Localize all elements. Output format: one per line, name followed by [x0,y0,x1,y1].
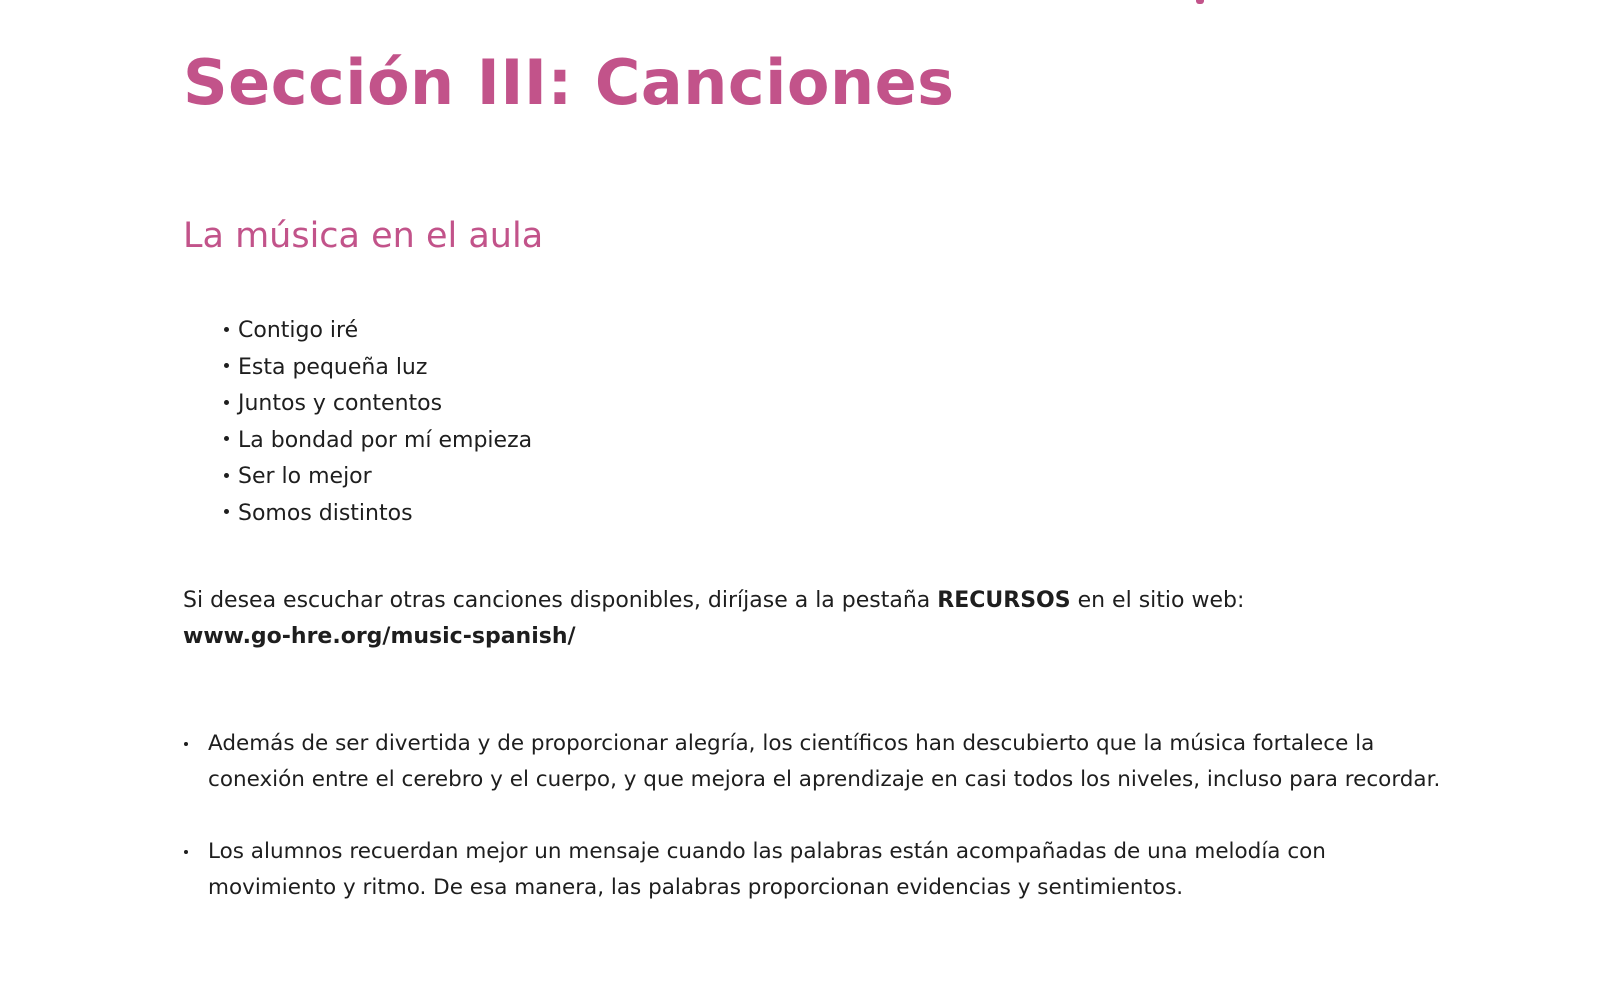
song-item [224,318,532,355]
info-bullet-item [183,834,1443,906]
song-title: Esta pequeña luz [238,354,428,380]
cropped-heading-fragment [1196,0,1204,4]
resources-paragraph [183,583,1244,655]
info-bullet-list [183,726,1443,906]
section-subtitle: La música en el aula [183,216,544,256]
info-bullet-item [183,726,1443,798]
info-bullet-text: Los alumnos recuerdan mejor un mensaje cuando las palabras están acompañadas de una melodía con movimiento y ritmo. De esa manera, las palabras proporcionan evidencias y sentimientos. [208,839,1326,900]
song-title: Juntos y contentos [238,391,443,417]
resources-tab-name: RECURSOS [937,588,1071,613]
info-bullet-text: Además de ser divertida y de proporcionar alegría, los científicos han descubierto que la música fortalece la conexión entre el cerebro y el cuerpo, y que mejora el aprendizaje en casi todos los niveles, incluso para recordar. [208,731,1441,792]
bullet-icon [224,509,229,514]
resources-text-before: Si desea escuchar otras canciones disponibles, diríjase a la pestaña [183,588,938,613]
bullet-icon [224,400,229,405]
song-list [224,318,532,538]
bullet-icon [184,742,188,746]
song-item [224,428,532,465]
song-title: La bondad por mí empieza [238,427,533,453]
resources-text-after: en el sitio web: [1070,588,1245,613]
bullet-icon [224,473,229,478]
song-item [224,464,532,501]
song-item [224,355,532,392]
song-item [224,501,532,538]
bullet-icon [184,850,188,854]
song-title: Ser lo mejor [238,464,372,490]
song-title: Contigo iré [238,318,359,343]
resources-url-link[interactable]: www.go-hre.org/music-spanish/ [183,624,576,649]
song-item [224,391,532,428]
song-title: Somos distintos [238,500,413,526]
bullet-icon [224,363,229,368]
bullet-icon [224,327,229,332]
bullet-icon [224,436,229,441]
section-title: Sección III: Canciones [183,46,955,119]
